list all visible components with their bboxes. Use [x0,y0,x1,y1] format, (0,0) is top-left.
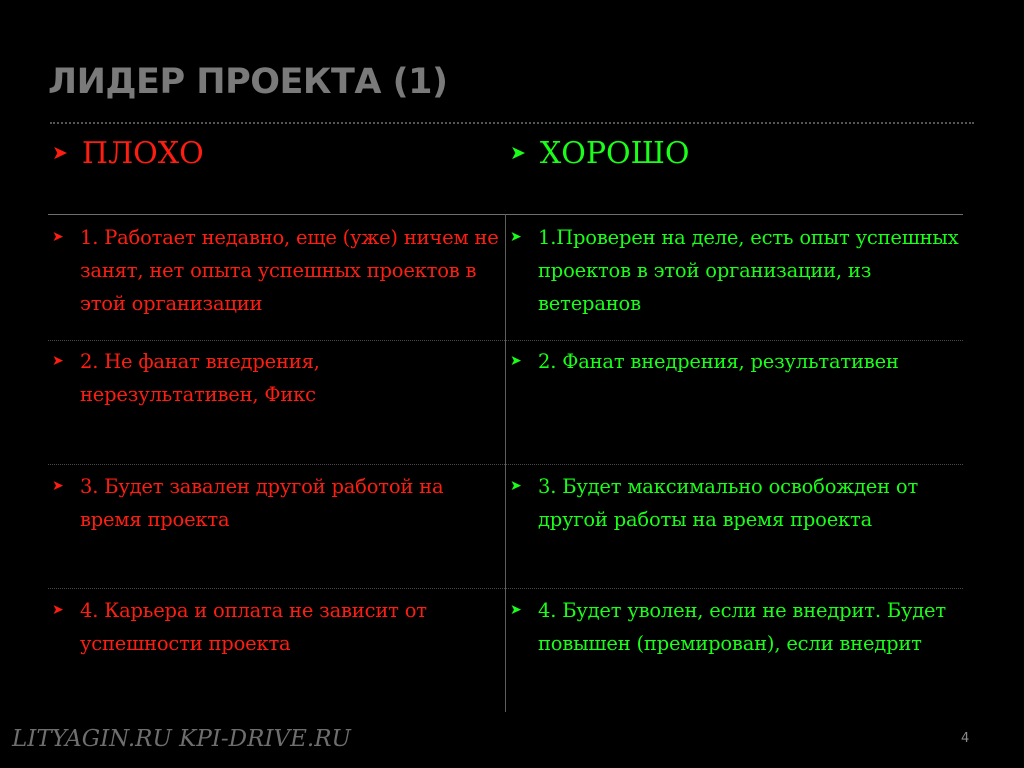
title-divider [50,122,974,124]
column-heading-bad [52,136,204,171]
column-heading-good [510,136,689,171]
arrow-bullet-icon: ➤ [510,142,526,164]
arrow-bullet-icon: ➤ [510,229,522,245]
arrow-bullet-icon: ➤ [52,602,64,618]
arrow-bullet-icon: ➤ [510,478,522,494]
table-row-divider [48,588,963,589]
arrow-bullet-icon: ➤ [52,353,64,369]
table-row-divider [48,464,963,465]
cell-text: 4. Будет уволен, если не внедрит. Будет повышен (премирован), если внедрит [538,599,946,655]
table-cell-good-2 [510,345,960,378]
table-cell-bad-2 [52,345,500,411]
cell-text: 3. Будет максимально освобожден от другой работы на время проекта [538,475,919,531]
table-cell-bad-3 [52,470,500,536]
cell-text: 2. Не фанат внедрения, нерезультативен, Фикс [80,350,320,406]
table-row-divider [48,340,963,341]
table-cell-good-4 [510,594,960,660]
cell-text: 1. Работает недавно, еще (уже) ничем не занят, нет опыта успешных проектов в этой организации [80,226,499,315]
cell-text: 2. Фанат внедрения, результативен [538,350,899,373]
column-heading-good-label: ХОРОШО [539,136,690,171]
page-number: 4 [961,731,970,746]
footer-sites: LITYAGIN.RU KPI-DRIVE.RU [12,726,351,752]
column-heading-bad-label: ПЛОХО [81,136,204,171]
arrow-bullet-icon: ➤ [52,229,64,245]
arrow-bullet-icon: ➤ [510,602,522,618]
arrow-bullet-icon: ➤ [510,353,522,369]
table-cell-bad-1 [52,221,500,320]
arrow-bullet-icon: ➤ [52,478,64,494]
slide-title: ЛИДЕР ПРОЕКТА (1) [48,62,448,102]
table-cell-bad-4 [52,594,500,660]
table-cell-good-3 [510,470,960,536]
cell-text: 3. Будет завален другой работой на время проекта [80,475,444,531]
table-column-divider [505,214,506,712]
cell-text: 4. Карьера и оплата не зависит от успешности проекта [80,599,427,655]
table-cell-good-1 [510,221,960,320]
cell-text: 1.Проверен на деле, есть опыт успешных проектов в этой организации, из ветеранов [538,226,959,315]
arrow-bullet-icon: ➤ [52,142,68,164]
